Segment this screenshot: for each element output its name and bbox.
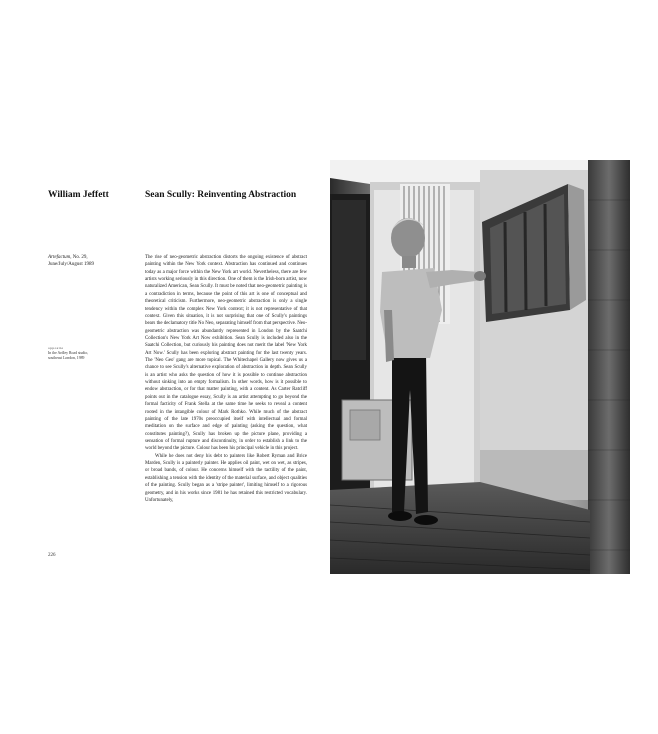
article-title: Sean Scully: Reinventing Abstraction bbox=[145, 190, 297, 200]
author-name: William Jeffett bbox=[48, 190, 109, 200]
journal-date: June/July/August 1989 bbox=[48, 262, 94, 267]
journal-citation bbox=[48, 254, 94, 268]
studio-photograph bbox=[330, 160, 630, 574]
caption-line-1: In the Ardley Road studio, bbox=[48, 351, 89, 356]
paragraph: The rise of neo-geometric abstraction distorts the ongoing existence of abstract painting within the New York context. Abstraction has continued and continues today as a major force within the New York art world. Nevertheless, there are few artists working seriously in this direction. One of them is the Irish-born artist, now naturalized American, Sean Scully. It must be noted that neo-geometric painting is a contradiction in terms, because the point of this art is one of conceptual and theoretical criticism. Furthermore, neo-geometric abstraction is only a single tendency within the complex New York context; it is not representative of that context. Given this situation, it is not surprising that one of Scully's paintings bears the declamatory title No Neo, separating himself from that perspective. Neo-geometric abstraction was abundantly represented in London by the Saatchi Collection's New York Art Now exhibition. Sean Scully is included also in the Saatchi Collection, but curiously his painting does not merit the label 'New York Art Now.' Scully has been exploring abstract painting for the last twenty years. The 'Neo Geo' gang are more topical. The Whitechapel Gallery now gives us a chance to see Scully's alternative exploration of abstraction in depth. Sean Scully is an artist who asks the question of how it is possible to continue abstraction without sinking into an empty formalism. In other words, how is it possible to endow abstraction, or for that matter painting, with a content. As Carter Ratcliff points out in the catalogue essay, Scully is an artist attempting to go beyond the formal facticity of Frank Stella at the same time he seeks to reveal a content rooted in the intangible colour of Mark Rothko. While much of the abstract painting of the late 1970s preoccupied itself with intellectual and formal meditation on the surface and edge of painting (asking the question, what constitutes painting?), Scully has broken up the picture plane, providing a sensation of formal rupture and discontinuity, in order to establish a link to the world beyond the picture. Colour has been his principal vehicle in this project. bbox=[145, 255, 307, 452]
article-body bbox=[145, 254, 307, 504]
caption-label: opposite bbox=[48, 346, 64, 350]
journal-issue: , No. 29, bbox=[70, 255, 88, 260]
journal-name: Artefactum bbox=[48, 255, 71, 260]
photo-caption bbox=[48, 346, 88, 362]
caption-line-2: southeast London, 1989 bbox=[48, 356, 85, 361]
left-page bbox=[30, 160, 330, 574]
paragraph: While he does not deny his debt to painters like Robert Ryman and Brice Marden, Scully is a painterly painter. He applies oil paint, wet on wet, as stripes, or broad bands, of colour. He concerns himself with the tactility of the paint, establishing a tension with the identity of the material surface, and object qualities of the painting. Scully began as a 'stripe painter', limiting himself to a rigorous geometry, and in his works since 1981 he has retained this restricted vocabulary. Unfortunately, bbox=[145, 453, 307, 503]
photo-artwork bbox=[330, 160, 630, 574]
page-number: 226 bbox=[48, 553, 56, 558]
book-spread bbox=[30, 160, 630, 574]
